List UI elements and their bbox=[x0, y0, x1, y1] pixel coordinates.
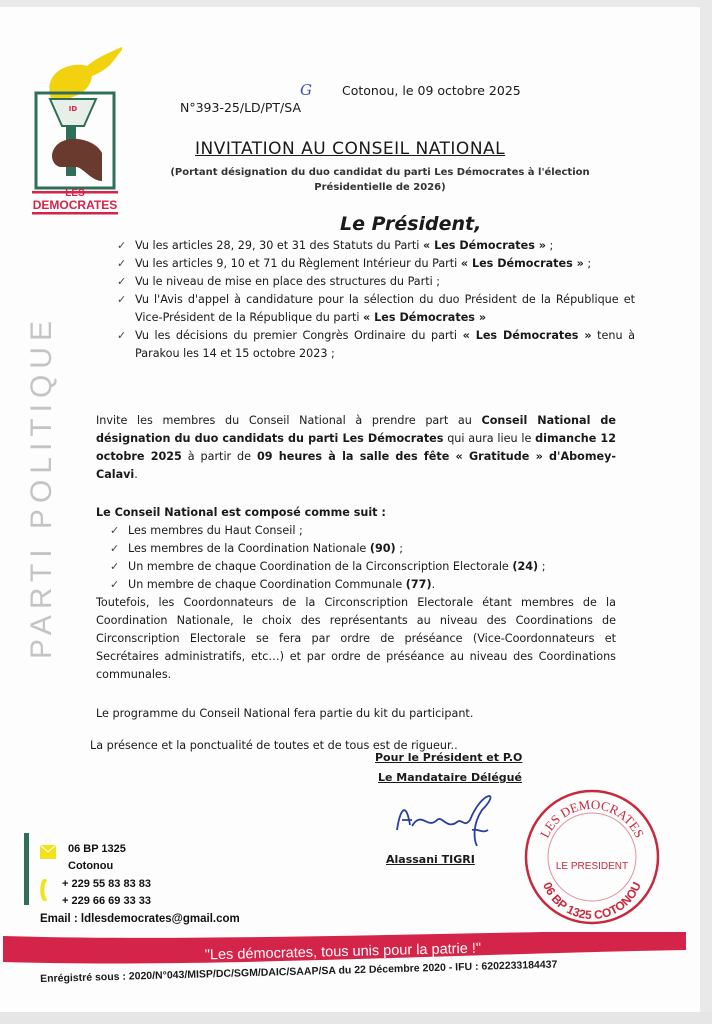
handwritten-signature bbox=[392, 790, 502, 846]
however-paragraph: Toutefois, les Coordonnateurs de la Circonscription Electorale étant membres de la Coordination Nationale, le choix des représentants au niveau des Coordinations de Circonscription Electorale se fera par ordre de préséance (Vice-Coordonnateurs et Secrétaires administratifs, etc…) et par ordre de préséance au niveau des Coordinations communales. bbox=[96, 596, 616, 681]
mail-icon bbox=[40, 845, 56, 859]
logo-text-les: LES bbox=[65, 188, 85, 199]
contact-email[interactable]: Email : ldlesdemocrates@gmail.com bbox=[40, 913, 240, 925]
contact-block bbox=[24, 833, 254, 923]
considerations bbox=[115, 237, 635, 363]
composition-heading: Le Conseil National est composé comme suit : bbox=[96, 506, 386, 519]
place-date: Cotonou, le 09 octobre 2025 bbox=[342, 83, 521, 98]
consideration-item: ✓ Vu l'Avis d'appel à candidature pour la sélection du duo Président de la République et Vice-Président de la République du parti « Les Démocrates » bbox=[117, 293, 635, 324]
contact-phone-1: + 229 55 83 83 83 bbox=[62, 878, 151, 890]
composition-item: ✓ Les membres de la Coordination Nationale (90) ; bbox=[108, 540, 616, 558]
handwritten-mark: G bbox=[300, 81, 312, 99]
contact-po-box: 06 BP 1325 bbox=[68, 843, 126, 855]
composition-section bbox=[96, 504, 616, 684]
composition-item: ✓ Les membres du Haut Conseil ; bbox=[108, 522, 616, 540]
president-heading: Le Président, bbox=[340, 213, 482, 235]
document-subtitle: (Portant désignation du duo candidat du parti Les Démocrates à l'élection Présidentielle de 2026) bbox=[170, 167, 590, 193]
checkmark-icon: ✓ bbox=[110, 578, 120, 591]
bottom-edge bbox=[0, 1012, 712, 1024]
contact-phone-2: + 229 66 69 33 33 bbox=[62, 895, 151, 907]
checkmark-icon: ✓ bbox=[117, 293, 127, 306]
reference-number: N°393-25/LD/PT/SA bbox=[180, 100, 301, 115]
registration-line: Enrégistré sous : 2020/N°043/MISP/DC/SGM/DAIC/SAAP/SA du 22 Décembre 2020 - IFU : 6202233184437 bbox=[40, 958, 558, 985]
stamp-bottom-text: 06 BP 1325 COTONOU bbox=[540, 879, 644, 923]
slogan-banner bbox=[3, 932, 686, 968]
hand-icon bbox=[52, 139, 102, 181]
checkmark-icon: ✓ bbox=[117, 329, 127, 342]
checkmark-icon: ✓ bbox=[117, 275, 127, 288]
contact-accent-bar bbox=[24, 833, 29, 905]
checkmark-icon: ✓ bbox=[110, 560, 120, 573]
consideration-item: ✓ Vu les articles 9, 10 et 71 du Règlement Intérieur du Parti « Les Démocrates » ; bbox=[115, 255, 635, 273]
checkmark-icon: ✓ bbox=[110, 524, 120, 537]
signatory-name: Alassani TIGRI bbox=[386, 853, 475, 866]
checkmark-icon: ✓ bbox=[117, 239, 127, 252]
signature-line-1: Pour le Président et P.O bbox=[375, 751, 523, 764]
stamp-center-text: LE PRESIDENT bbox=[555, 861, 629, 872]
consideration-item: ✓ Vu les décisions du premier Congrès Ordinaire du parti « Les Démocrates » tenu à Parakou les 14 et 15 octobre 2023 ; bbox=[117, 329, 635, 360]
document-title: INVITATION AU CONSEIL NATIONAL bbox=[195, 139, 506, 159]
stamp-top-text: LES DEMOCRATES bbox=[536, 796, 648, 841]
contact-city: Cotonou bbox=[68, 860, 114, 872]
composition-item: ✓ Un membre de chaque Coordination Communale (77). bbox=[108, 576, 616, 594]
checkmark-icon: ✓ bbox=[117, 257, 127, 270]
logo-text-democrates: DEMOCRATES bbox=[32, 198, 118, 212]
composition-item: ✓ Un membre de chaque Coordination de la Circonscription Electorale (24) ; bbox=[108, 558, 616, 576]
document-page bbox=[0, 7, 700, 1012]
phone-icon bbox=[40, 879, 48, 901]
consideration-item: ✓ Vu le niveau de mise en place des structures du Parti ; bbox=[115, 273, 635, 291]
presence-note: La présence et la ponctualité de toutes et de tous est de rigueur.. bbox=[90, 739, 458, 752]
vertical-party-label: PARTI POLITIQUE bbox=[25, 315, 58, 659]
signature-line-2: Le Mandataire Délégué bbox=[378, 771, 522, 784]
logo-badge: ID bbox=[68, 105, 78, 113]
consideration-item: ✓ Vu les articles 28, 29, 30 et 31 des Statuts du Parti « Les Démocrates » ; bbox=[115, 237, 635, 255]
party-logo bbox=[32, 41, 122, 216]
official-stamp bbox=[522, 787, 662, 927]
invitation-paragraph: Invite les membres du Conseil National à prendre part au Conseil National de désignation du duo candidats du parti Les Démocrates qui aura lieu le dimanche 12 octobre 2025 à partir de 09 heures à la salle des fête « Gratitude » d'Abomey-Calavi. bbox=[96, 414, 617, 481]
checkmark-icon: ✓ bbox=[110, 542, 120, 555]
programme-note: Le programme du Conseil National fera partie du kit du participant. bbox=[96, 707, 474, 720]
slogan-text: "Les démocrates, tous unis pour la patrie !" bbox=[204, 940, 482, 964]
